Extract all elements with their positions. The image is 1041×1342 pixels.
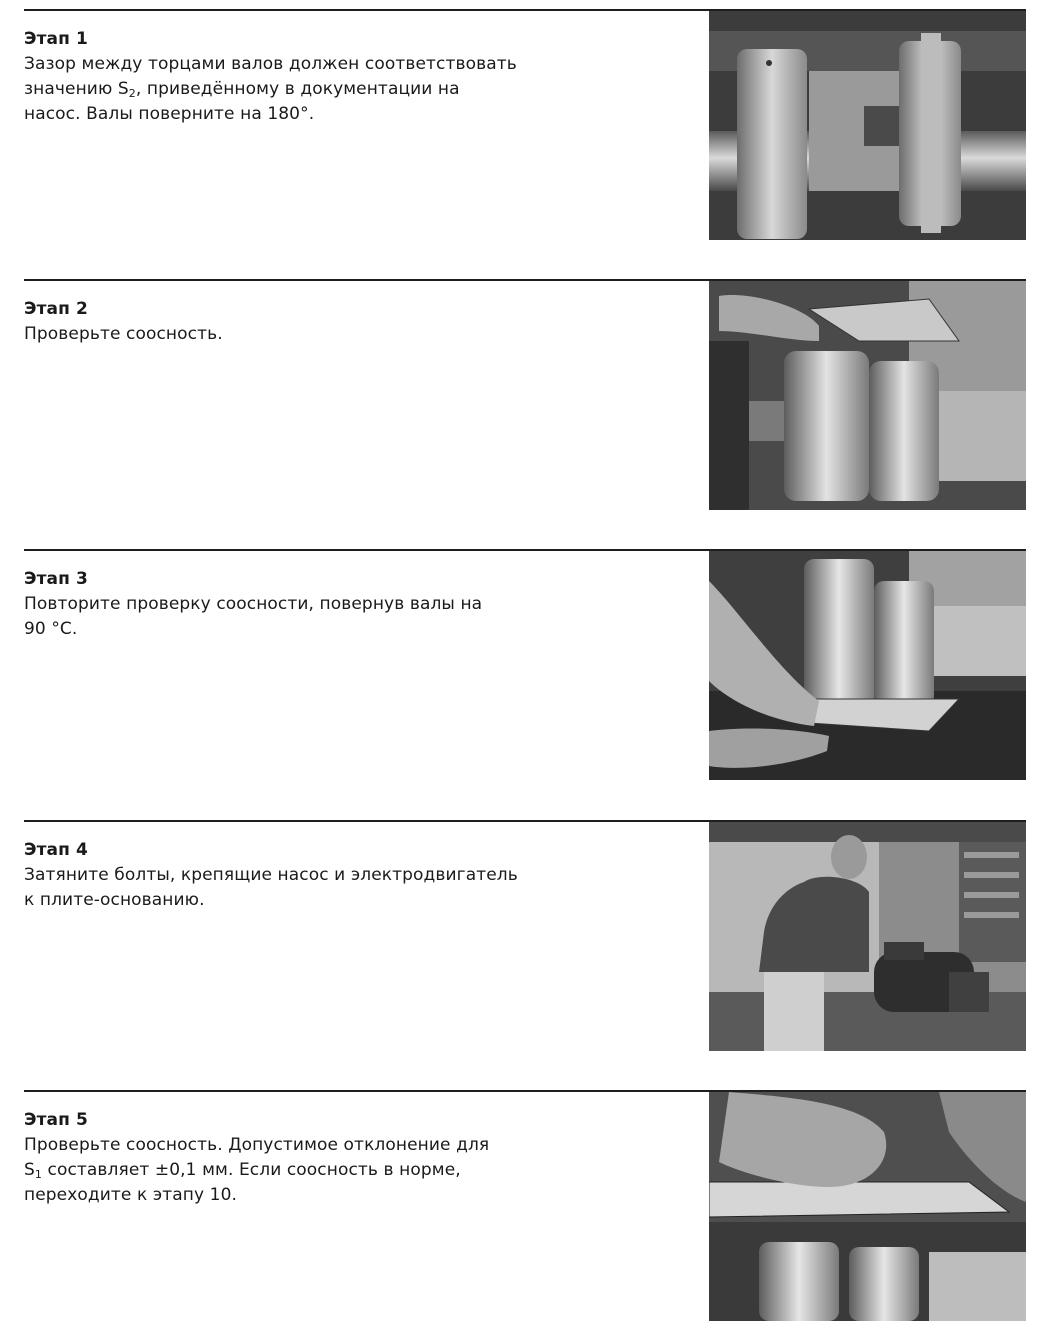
- step-4-text: [24, 838, 524, 913]
- step-1-text: [24, 27, 524, 127]
- straightedge-alignment-photo: [709, 281, 1026, 510]
- step-description: Зазор между торцами валов должен соответствовать значению $S_2$, приведённому в документации на насос. Валы поверните на 180°.: [24, 54, 517, 124]
- step-title: Этап 5: [24, 1110, 88, 1130]
- step-5-text: [24, 1108, 524, 1208]
- step-title: Этап 3: [24, 569, 88, 589]
- step-title: Этап 2: [24, 299, 88, 319]
- step-5: [24, 1090, 1026, 1322]
- step-description: Затяните болты, крепящие насос и электродвигатель к плите-основанию.: [24, 865, 518, 910]
- step-2: [24, 279, 1026, 511]
- step-description: Проверьте соосность. Допустимое отклонение для $S_1$ составляет ±0,1 мм. Если соосность в норме, переходите к этапу 10.: [24, 1135, 490, 1205]
- step-description: Проверьте соосность.: [24, 324, 223, 344]
- step-title: Этап 1: [24, 29, 88, 49]
- final-alignment-check-photo: [709, 1092, 1026, 1321]
- step-3-text: [24, 567, 524, 642]
- rotated-alignment-photo: [709, 551, 1026, 780]
- step-4: [24, 820, 1026, 1052]
- step-3: [24, 549, 1026, 781]
- subscript: 1: [34, 1168, 43, 1181]
- subscript: 2: [128, 87, 136, 100]
- step-2-text: [24, 297, 524, 347]
- step-title: Этап 4: [24, 840, 88, 860]
- step-description: Повторите проверку соосности, повернув валы на 90 °С.: [24, 594, 483, 639]
- step-1: [24, 9, 1026, 241]
- coupling-gap-photo: [709, 11, 1026, 240]
- worker-tightening-bolts-photo: [709, 822, 1026, 1051]
